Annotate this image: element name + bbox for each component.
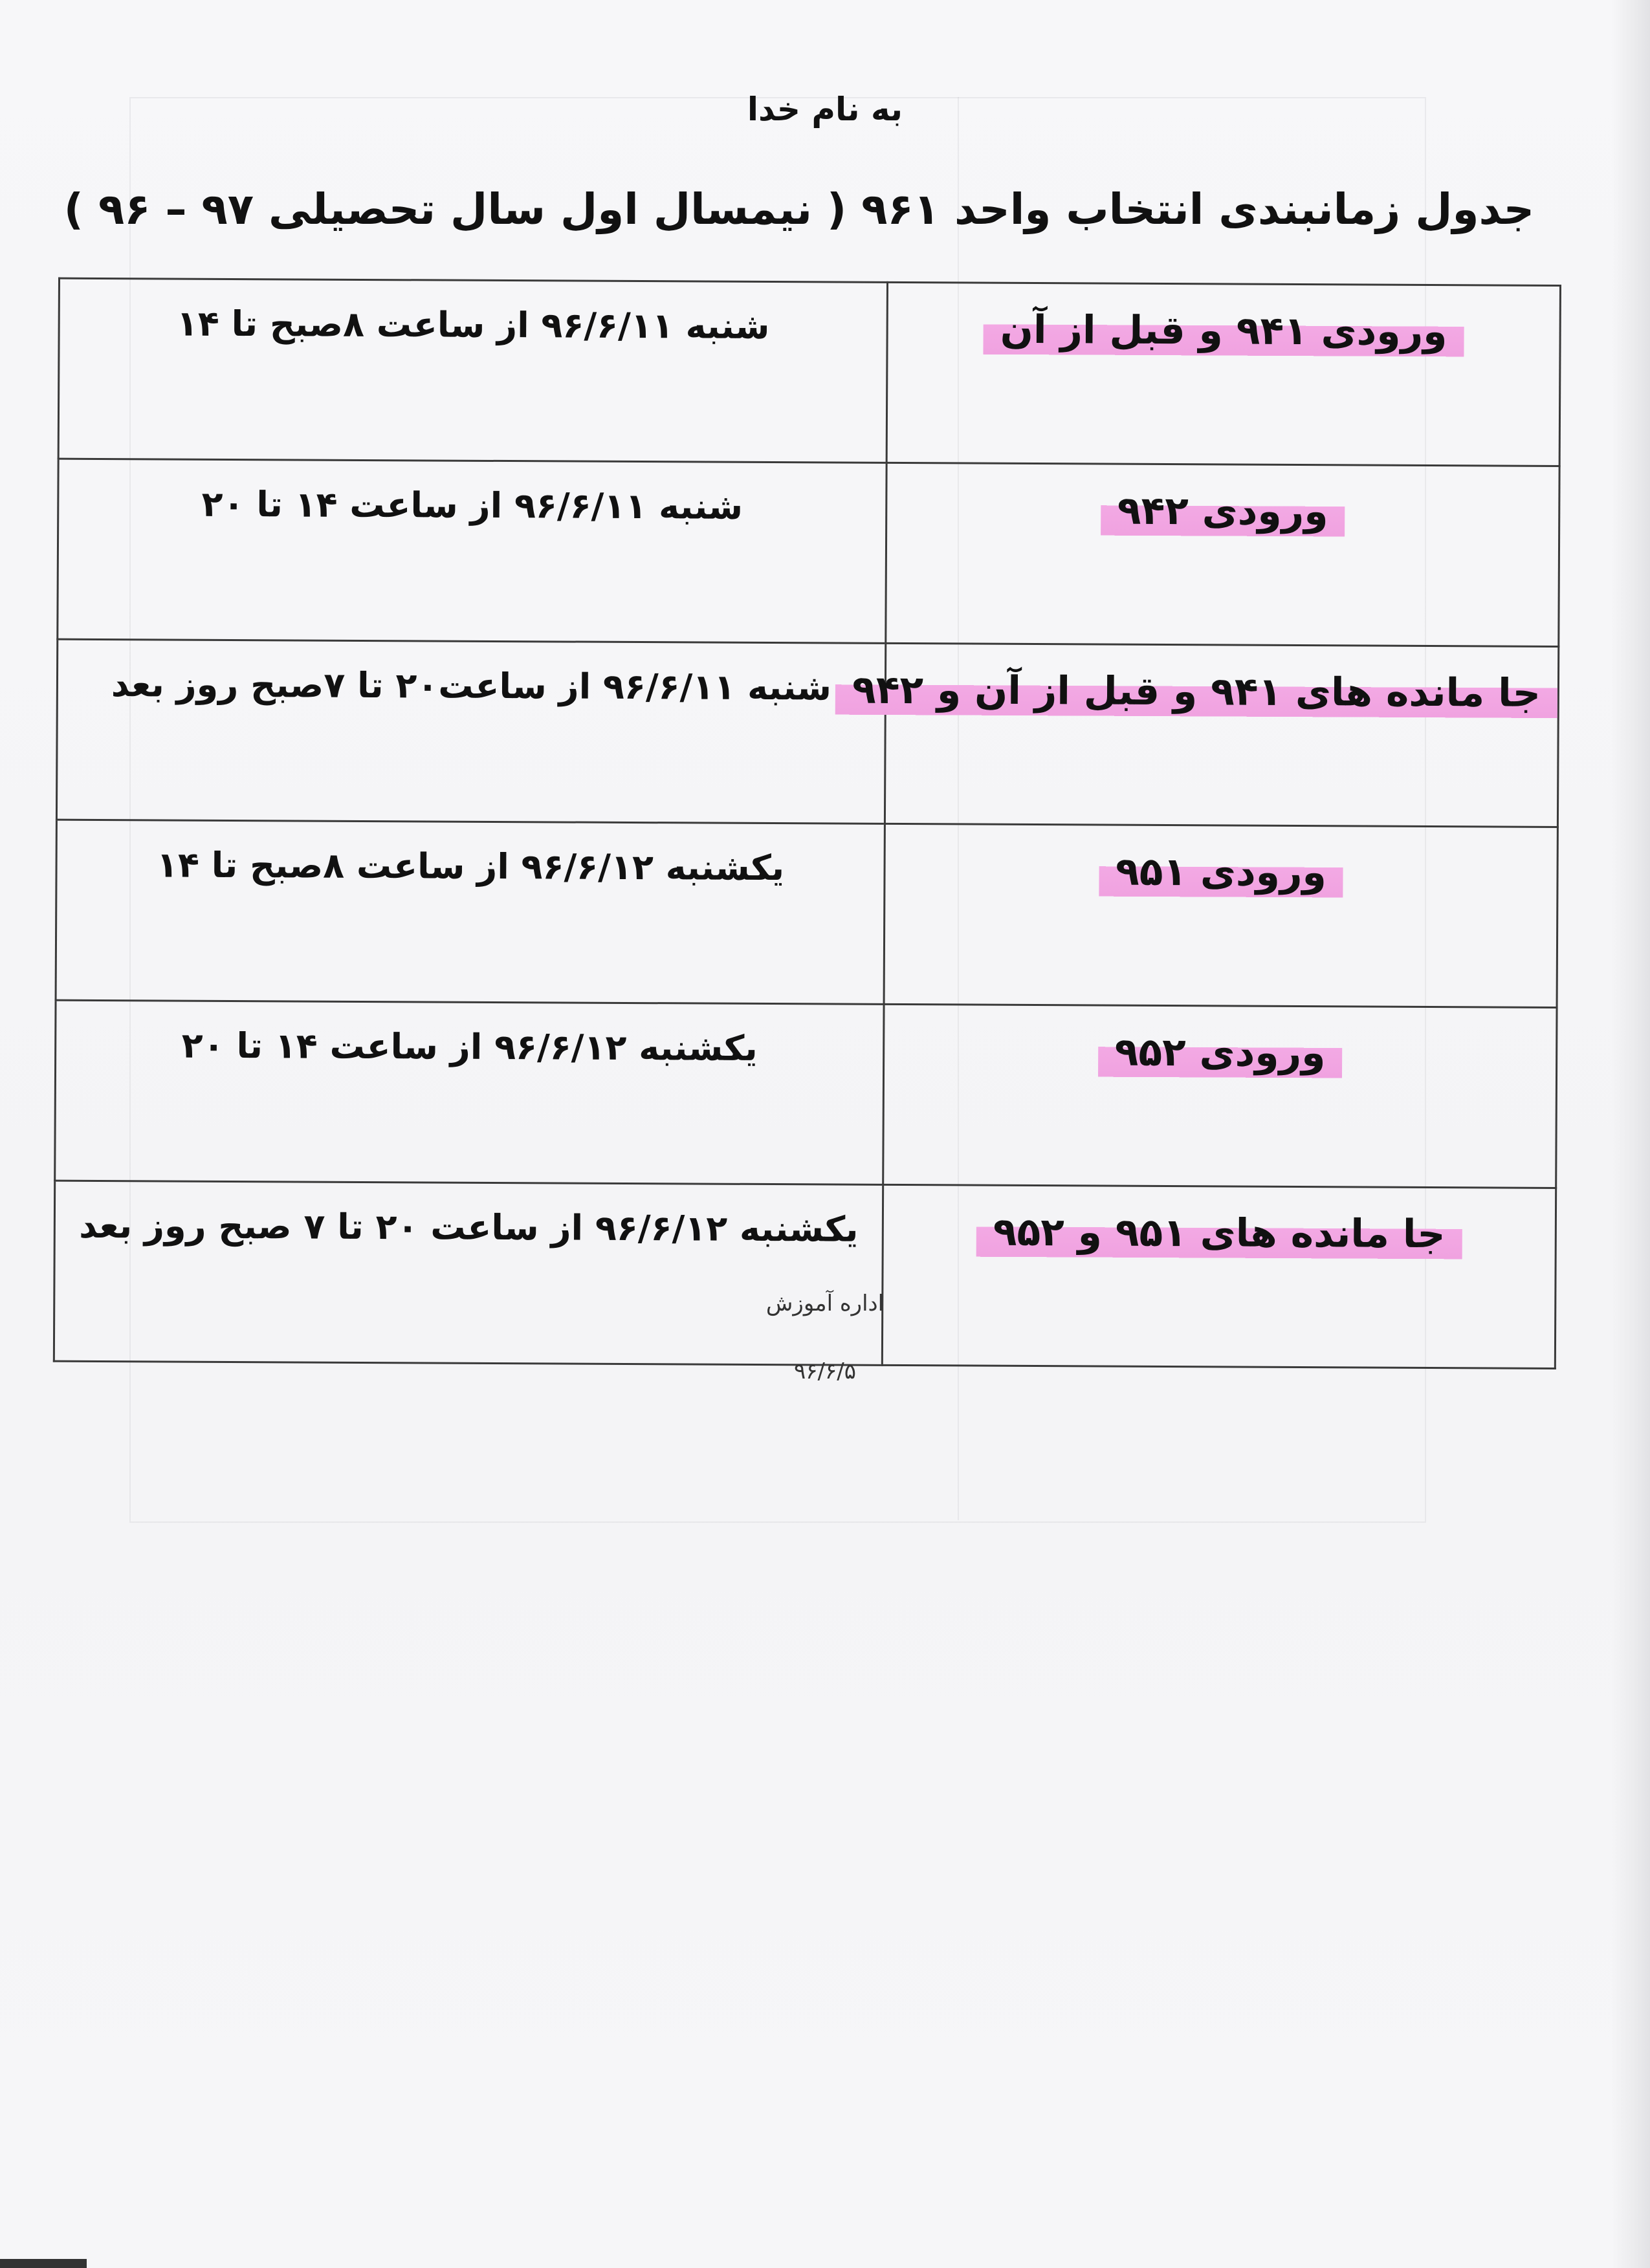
group-cell [886,282,1560,466]
table-row [56,639,1558,827]
time-cell: یکشنبه ۹۶/۶/۱۲ از ساعت ۱۴ تا ۲۰ [55,1000,884,1184]
time-cell: شنبه ۹۶/۶/۱۱ از ساعت ۸صبح تا ۱۴ [58,278,887,463]
highlighted-group-label: ورودی ۹۵۱ [1099,845,1343,902]
highlighted-group-label: ورودی ۹۴۱ و قبل از آن [984,303,1464,362]
time-cell: شنبه ۹۶/۶/۱۱ از ساعت۲۰ تا ۷صبح روز بعد [56,639,885,823]
highlighted-group-label: جا مانده های ۹۴۱ و قبل از آن و ۹۴۲ [835,664,1557,723]
group-cell [883,1004,1557,1188]
document-title: جدول زمانبندی انتخاب واحد ۹۶۱ ( نیمسال اول سال تحصیلی ۹۷ – ۹۶ ) [63,184,1535,234]
site-watermark-strip [0,2259,87,2268]
highlighted-group-label: ورودی ۹۵۲ [1098,1026,1343,1083]
time-cell: شنبه ۹۶/۶/۱۱ از ساعت ۱۴ تا ۲۰ [58,459,886,643]
group-cell [884,823,1557,1007]
time-cell: یکشنبه ۹۶/۶/۱۲ از ساعت ۸صبح تا ۱۴ [56,820,885,1004]
highlighted-group-label: جا مانده های ۹۵۱ و ۹۵۲ [976,1206,1462,1264]
table-row [58,278,1560,466]
group-cell [886,463,1559,646]
table-row [54,1181,1556,1368]
schedule-table [53,278,1561,1369]
issuing-office: اداره آموزش [765,1291,885,1316]
page-edge-shadow [1611,0,1650,2268]
highlighted-group-label: ورودی ۹۴۲ [1101,485,1345,541]
table-row [58,459,1559,646]
table-row [56,820,1557,1007]
basmala-heading: به نام خدا [747,91,903,128]
time-cell: یکشنبه ۹۶/۶/۱۲ از ساعت ۲۰ تا ۷ صبح روز بعد [54,1181,883,1365]
issue-date: ۹۶/۶/۵ [794,1358,856,1384]
group-cell [852,643,1558,827]
table-row [55,1000,1557,1188]
group-cell [882,1184,1556,1368]
